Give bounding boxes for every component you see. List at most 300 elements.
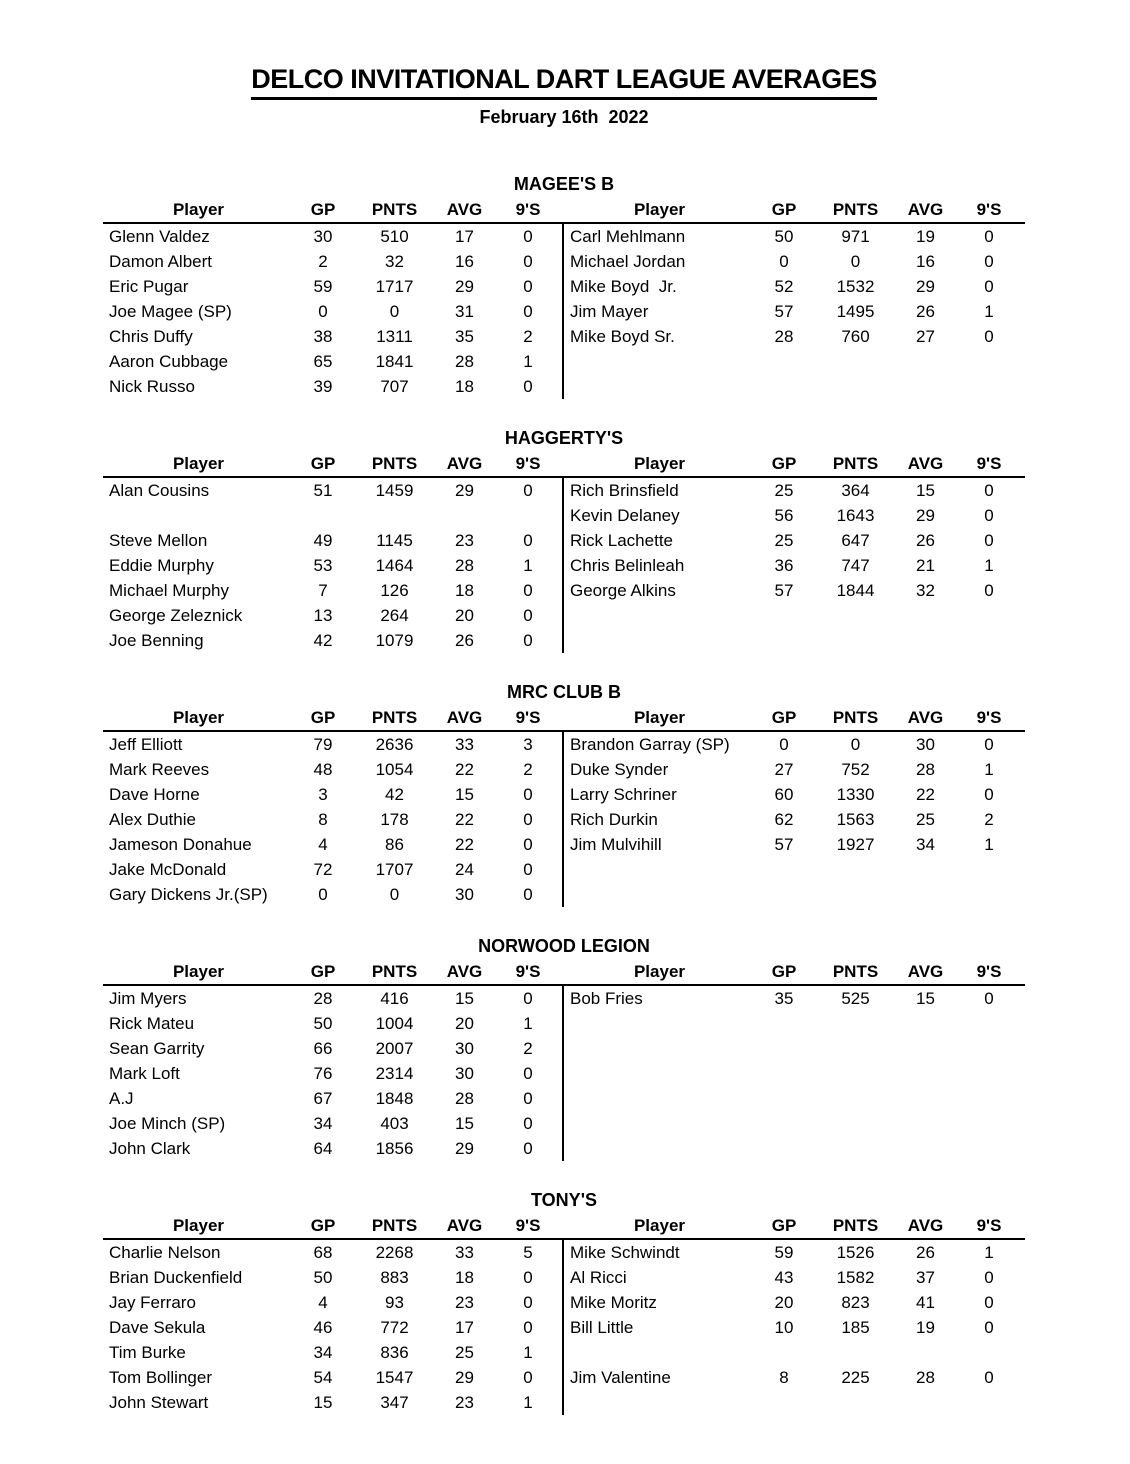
player-name-cell: Rick Lachette xyxy=(570,531,673,550)
pnts-cell: 1643 xyxy=(836,506,875,525)
player-row xyxy=(103,1290,562,1315)
avg-cell: 25 xyxy=(916,810,935,829)
column-header-pnts: PNTS xyxy=(832,1216,879,1235)
gp-cell: 35 xyxy=(774,989,794,1008)
nines-cell: 0 xyxy=(984,277,994,296)
nines-cell: 0 xyxy=(523,1114,533,1133)
avg-cell xyxy=(892,628,959,653)
player-row xyxy=(564,324,1025,349)
avg-cell xyxy=(892,1340,959,1365)
player-row xyxy=(103,1111,562,1136)
player-row xyxy=(103,986,562,1011)
player-row xyxy=(564,832,1025,857)
column-header-pnts: PNTS xyxy=(371,708,418,727)
nines-cell xyxy=(959,374,1019,399)
nines-cell: 3 xyxy=(523,735,533,754)
player-rows xyxy=(103,1240,564,1415)
column-header-avg: AVG xyxy=(446,1216,483,1235)
player-rows xyxy=(564,732,1025,907)
nines-cell: 1 xyxy=(984,302,994,321)
avg-cell: 37 xyxy=(916,1268,935,1287)
pnts-cell: 1707 xyxy=(375,860,414,879)
gp-cell xyxy=(749,1011,819,1036)
avg-cell: 29 xyxy=(455,1368,474,1387)
player-rows xyxy=(103,224,564,399)
nines-cell: 0 xyxy=(523,835,533,854)
gp-cell: 38 xyxy=(313,327,333,346)
players-table-right xyxy=(564,960,1025,1161)
column-header-player: Player xyxy=(633,454,686,473)
nines-cell: 0 xyxy=(984,989,994,1008)
avg-cell: 18 xyxy=(455,581,474,600)
avg-cell xyxy=(892,1111,959,1136)
avg-cell: 27 xyxy=(916,327,935,346)
nines-cell: 0 xyxy=(523,277,533,296)
pnts-cell: 971 xyxy=(841,227,870,246)
player-name-cell: Michael Jordan xyxy=(570,252,686,271)
gp-cell: 54 xyxy=(313,1368,333,1387)
pnts-cell: 647 xyxy=(841,531,870,550)
player-row xyxy=(564,1365,1025,1390)
pnts-cell: 1532 xyxy=(836,277,875,296)
column-header-avg: AVG xyxy=(907,200,944,219)
gp-cell: 30 xyxy=(313,227,333,246)
avg-cell xyxy=(892,1061,959,1086)
pnts-cell xyxy=(819,628,892,653)
players-table-right xyxy=(564,452,1025,653)
player-row xyxy=(564,882,1025,907)
avg-cell: 17 xyxy=(455,227,474,246)
gp-cell: 2 xyxy=(318,252,328,271)
player-row xyxy=(103,832,562,857)
nines-cell: 1 xyxy=(984,760,994,779)
player-name-cell: Sean Garrity xyxy=(109,1039,205,1058)
avg-cell: 33 xyxy=(455,735,474,754)
nines-cell: 0 xyxy=(523,531,533,550)
player-name-cell: Aaron Cubbage xyxy=(109,352,229,371)
column-header-row xyxy=(564,452,1025,478)
avg-cell xyxy=(892,1011,959,1036)
player-name-cell: John Stewart xyxy=(109,1393,209,1412)
team-name: MAGEE'S B xyxy=(513,174,615,194)
gp-cell: 49 xyxy=(313,531,333,550)
nines-cell xyxy=(959,1061,1019,1086)
team-tables xyxy=(103,960,1025,1161)
player-name-cell: Rich Durkin xyxy=(570,810,658,829)
player-rows xyxy=(564,986,1025,1161)
gp-cell: 39 xyxy=(313,377,333,396)
gp-cell: 68 xyxy=(313,1243,333,1262)
pnts-cell: 1459 xyxy=(375,481,414,500)
team-name: NORWOOD LEGION xyxy=(478,936,650,956)
column-header-nines: 9'S xyxy=(515,1216,541,1235)
column-header-avg: AVG xyxy=(446,454,483,473)
team-name: TONY'S xyxy=(531,1190,597,1210)
avg-cell: 29 xyxy=(455,1139,474,1158)
avg-cell xyxy=(892,1036,959,1061)
player-name-cell: Steve Mellon xyxy=(109,531,208,550)
player-row xyxy=(103,528,562,553)
pnts-cell: 0 xyxy=(850,252,861,271)
pnts-cell: 86 xyxy=(385,835,404,854)
gp-cell: 34 xyxy=(313,1114,333,1133)
pnts-cell: 42 xyxy=(385,785,404,804)
nines-cell: 0 xyxy=(523,227,533,246)
player-rows xyxy=(564,224,1025,399)
player-row xyxy=(564,1086,1025,1111)
player-row xyxy=(103,349,562,374)
player-name-cell xyxy=(564,1061,749,1086)
pnts-cell: 525 xyxy=(841,989,870,1008)
player-name-cell: Jake McDonald xyxy=(109,860,227,879)
gp-cell xyxy=(749,603,819,628)
player-row xyxy=(564,1265,1025,1290)
column-header-pnts: PNTS xyxy=(371,454,418,473)
avg-cell: 29 xyxy=(455,481,474,500)
pnts-cell xyxy=(819,603,892,628)
gp-cell: 53 xyxy=(313,556,333,575)
gp-cell: 59 xyxy=(774,1243,794,1262)
gp-cell: 56 xyxy=(774,506,794,525)
nines-cell: 1 xyxy=(984,1243,994,1262)
pnts-cell: 364 xyxy=(841,481,870,500)
column-header-pnts: PNTS xyxy=(371,200,418,219)
column-header-avg: AVG xyxy=(907,454,944,473)
player-name-cell xyxy=(564,1390,749,1415)
players-table-left xyxy=(103,960,564,1161)
gp-cell: 25 xyxy=(774,531,794,550)
gp-cell: 0 xyxy=(318,302,328,321)
column-header-pnts: PNTS xyxy=(832,708,879,727)
avg-cell: 30 xyxy=(455,1064,474,1083)
player-name-cell: Brian Duckenfield xyxy=(109,1268,243,1287)
avg-cell: 21 xyxy=(916,556,935,575)
avg-cell: 35 xyxy=(455,327,474,346)
column-header-row xyxy=(103,198,564,224)
player-row xyxy=(103,503,562,528)
player-rows xyxy=(564,1240,1025,1415)
gp-cell: 57 xyxy=(774,835,794,854)
pnts-cell: 32 xyxy=(385,252,404,271)
player-row xyxy=(564,1011,1025,1036)
players-table-right xyxy=(564,1214,1025,1415)
column-header-player: Player xyxy=(172,708,225,727)
player-rows xyxy=(103,478,564,653)
avg-cell: 29 xyxy=(916,506,935,525)
avg-cell: 25 xyxy=(455,1343,474,1362)
avg-cell: 33 xyxy=(455,1243,474,1262)
player-name-cell: Jim Mayer xyxy=(570,302,649,321)
player-name-cell: Jameson Donahue xyxy=(109,835,252,854)
column-header-player: Player xyxy=(633,200,686,219)
pnts-cell: 93 xyxy=(385,1293,404,1312)
nines-cell: 0 xyxy=(984,327,994,346)
player-name-cell xyxy=(103,503,288,528)
players-table-left xyxy=(103,452,564,653)
pnts-cell: 1311 xyxy=(376,327,413,346)
player-row xyxy=(103,1136,562,1161)
player-row xyxy=(103,807,562,832)
nines-cell: 0 xyxy=(984,1268,994,1287)
avg-cell: 22 xyxy=(916,785,935,804)
pnts-cell: 747 xyxy=(841,556,870,575)
pnts-cell: 1054 xyxy=(375,760,414,779)
player-row xyxy=(564,857,1025,882)
pnts-cell: 185 xyxy=(841,1318,870,1337)
avg-cell: 19 xyxy=(916,227,935,246)
pnts-cell: 1563 xyxy=(836,810,875,829)
player-name-cell: Duke Synder xyxy=(570,760,669,779)
avg-cell: 15 xyxy=(916,989,935,1008)
avg-cell xyxy=(892,857,959,882)
player-name-cell xyxy=(564,882,749,907)
player-rows xyxy=(103,986,564,1161)
column-header-row xyxy=(103,960,564,986)
avg-cell: 15 xyxy=(455,989,474,1008)
nines-cell xyxy=(959,603,1019,628)
pnts-cell: 416 xyxy=(380,989,409,1008)
player-row xyxy=(564,1061,1025,1086)
player-name-cell: Nick Russo xyxy=(109,377,195,396)
pnts-cell: 1330 xyxy=(836,785,875,804)
pnts-cell xyxy=(819,374,892,399)
nines-cell: 0 xyxy=(984,227,994,246)
gp-cell: 50 xyxy=(774,227,794,246)
player-name-cell: Joe Benning xyxy=(109,631,204,650)
gp-cell: 65 xyxy=(313,352,333,371)
pnts-cell xyxy=(819,1086,892,1111)
avg-cell: 22 xyxy=(455,835,474,854)
player-row xyxy=(564,374,1025,399)
team-section xyxy=(103,1189,1025,1415)
gp-cell: 79 xyxy=(313,735,333,754)
gp-cell: 25 xyxy=(774,481,794,500)
pnts-cell: 883 xyxy=(380,1268,409,1287)
gp-cell: 76 xyxy=(313,1064,333,1083)
pnts-cell: 2314 xyxy=(375,1064,414,1083)
pnts-cell xyxy=(819,1340,892,1365)
team-tables xyxy=(103,198,1025,399)
column-header-row xyxy=(564,1214,1025,1240)
player-name-cell: Bill Little xyxy=(570,1318,634,1337)
column-header-player: Player xyxy=(633,1216,686,1235)
nines-cell: 0 xyxy=(523,860,533,879)
pnts-cell: 178 xyxy=(380,810,409,829)
nines-cell: 0 xyxy=(523,1268,533,1287)
nines-cell: 0 xyxy=(984,1318,994,1337)
player-row xyxy=(564,1290,1025,1315)
player-row xyxy=(564,478,1025,503)
player-name-cell: Larry Schriner xyxy=(570,785,677,804)
nines-cell: 0 xyxy=(523,989,533,1008)
column-header-nines: 9'S xyxy=(976,454,1002,473)
column-header-row xyxy=(103,452,564,478)
avg-cell: 22 xyxy=(455,760,474,779)
column-header-player: Player xyxy=(172,1216,225,1235)
avg-cell: 28 xyxy=(455,1089,474,1108)
gp-cell: 60 xyxy=(774,785,794,804)
player-row xyxy=(103,1011,562,1036)
nines-cell: 0 xyxy=(523,631,533,650)
player-name-cell xyxy=(564,603,749,628)
player-name-cell: Mike Boyd Sr. xyxy=(570,327,675,346)
player-row xyxy=(564,349,1025,374)
player-name-cell xyxy=(564,1011,749,1036)
gp-cell: 52 xyxy=(774,277,794,296)
team-tables xyxy=(103,452,1025,653)
avg-cell: 17 xyxy=(455,1318,474,1337)
column-header-avg: AVG xyxy=(907,1216,944,1235)
column-header-gp: GP xyxy=(771,454,797,473)
gp-cell: 46 xyxy=(313,1318,333,1337)
column-header-avg: AVG xyxy=(446,962,483,981)
player-row xyxy=(564,249,1025,274)
gp-cell xyxy=(288,503,358,528)
team-name: HAGGERTY'S xyxy=(504,428,624,448)
gp-cell: 3 xyxy=(318,785,328,804)
nines-cell: 1 xyxy=(523,1393,533,1412)
player-row xyxy=(564,1036,1025,1061)
column-header-gp: GP xyxy=(310,708,336,727)
gp-cell: 7 xyxy=(318,581,328,600)
nines-cell: 0 xyxy=(523,606,533,625)
nines-cell xyxy=(959,1390,1019,1415)
players-table-right xyxy=(564,198,1025,399)
player-row xyxy=(564,757,1025,782)
column-header-avg: AVG xyxy=(446,708,483,727)
pnts-cell: 772 xyxy=(380,1318,409,1337)
pnts-cell: 1464 xyxy=(375,556,414,575)
avg-cell: 29 xyxy=(455,277,474,296)
pnts-cell: 1526 xyxy=(836,1243,875,1262)
avg-cell: 26 xyxy=(916,531,935,550)
player-row xyxy=(103,1061,562,1086)
avg-cell: 18 xyxy=(455,1268,474,1287)
team-section xyxy=(103,935,1025,1161)
column-header-avg: AVG xyxy=(446,200,483,219)
gp-cell xyxy=(749,1111,819,1136)
player-name-cell: John Clark xyxy=(109,1139,191,1158)
player-rows xyxy=(564,478,1025,653)
gp-cell: 42 xyxy=(313,631,333,650)
player-name-cell: Mike Moritz xyxy=(570,1293,657,1312)
nines-cell: 1 xyxy=(984,835,994,854)
column-header-gp: GP xyxy=(310,1216,336,1235)
nines-cell: 2 xyxy=(523,1039,533,1058)
avg-cell: 15 xyxy=(455,1114,474,1133)
pnts-cell: 0 xyxy=(389,302,400,321)
player-row xyxy=(103,628,562,653)
pnts-cell: 752 xyxy=(841,760,870,779)
nines-cell: 0 xyxy=(523,1064,533,1083)
gp-cell xyxy=(749,1061,819,1086)
team-section xyxy=(103,173,1025,399)
player-name-cell xyxy=(564,349,749,374)
gp-cell: 51 xyxy=(313,481,333,500)
player-name-cell: Dave Horne xyxy=(109,785,200,804)
avg-cell: 30 xyxy=(455,1039,474,1058)
player-row xyxy=(103,782,562,807)
avg-cell: 24 xyxy=(455,860,474,879)
column-header-player: Player xyxy=(172,454,225,473)
nines-cell: 0 xyxy=(523,302,533,321)
player-row xyxy=(564,986,1025,1011)
player-row xyxy=(103,1036,562,1061)
player-name-cell: Dave Sekula xyxy=(109,1318,206,1337)
players-table-left xyxy=(103,706,564,907)
player-row xyxy=(103,857,562,882)
column-header-row xyxy=(564,960,1025,986)
pnts-cell xyxy=(819,1011,892,1036)
team-section xyxy=(103,427,1025,653)
player-row xyxy=(564,224,1025,249)
column-header-row xyxy=(564,198,1025,224)
nines-cell: 0 xyxy=(984,581,994,600)
nines-cell: 0 xyxy=(984,785,994,804)
nines-cell xyxy=(959,1340,1019,1365)
nines-cell: 2 xyxy=(984,810,994,829)
nines-cell xyxy=(959,1136,1019,1161)
nines-cell: 0 xyxy=(523,1368,533,1387)
player-row xyxy=(564,1340,1025,1365)
column-header-nines: 9'S xyxy=(515,200,541,219)
player-name-cell: Brandon Garray (SP) xyxy=(570,735,730,754)
pnts-cell: 1927 xyxy=(836,835,875,854)
pnts-cell: 1145 xyxy=(376,531,413,550)
gp-cell xyxy=(749,1390,819,1415)
nines-cell xyxy=(959,1036,1019,1061)
column-header-avg: AVG xyxy=(907,708,944,727)
player-name-cell: Alan Cousins xyxy=(109,481,210,500)
column-header-gp: GP xyxy=(310,962,336,981)
pnts-cell: 1848 xyxy=(375,1089,414,1108)
gp-cell: 0 xyxy=(318,885,328,904)
player-name-cell: Joe Minch (SP) xyxy=(109,1114,226,1133)
player-row xyxy=(103,732,562,757)
gp-cell: 36 xyxy=(774,556,794,575)
pnts-cell xyxy=(819,1036,892,1061)
pnts-cell: 0 xyxy=(850,735,861,754)
avg-cell: 22 xyxy=(455,810,474,829)
pnts-cell: 347 xyxy=(380,1393,409,1412)
column-header-gp: GP xyxy=(310,200,336,219)
column-header-row xyxy=(103,706,564,732)
player-name-cell: Bob Fries xyxy=(570,989,643,1008)
pnts-cell: 1079 xyxy=(375,631,414,650)
avg-cell xyxy=(892,374,959,399)
pnts-cell: 126 xyxy=(380,581,409,600)
player-row xyxy=(103,1340,562,1365)
nines-cell: 0 xyxy=(523,1318,533,1337)
pnts-cell: 2268 xyxy=(375,1243,414,1262)
gp-cell: 15 xyxy=(313,1393,333,1412)
player-name-cell: Al Ricci xyxy=(570,1268,627,1287)
avg-cell: 15 xyxy=(455,785,474,804)
column-header-pnts: PNTS xyxy=(832,200,879,219)
column-header-player: Player xyxy=(172,200,225,219)
column-header-pnts: PNTS xyxy=(371,1216,418,1235)
avg-cell: 28 xyxy=(916,760,935,779)
column-header-avg: AVG xyxy=(907,962,944,981)
player-name-cell: Eric Pugar xyxy=(109,277,189,296)
gp-cell: 10 xyxy=(774,1318,794,1337)
nines-cell: 1 xyxy=(523,1343,533,1362)
avg-cell: 26 xyxy=(916,302,935,321)
pnts-cell: 760 xyxy=(841,327,870,346)
player-name-cell: A.J xyxy=(109,1089,134,1108)
nines-cell: 0 xyxy=(984,506,994,525)
avg-cell: 20 xyxy=(455,606,474,625)
